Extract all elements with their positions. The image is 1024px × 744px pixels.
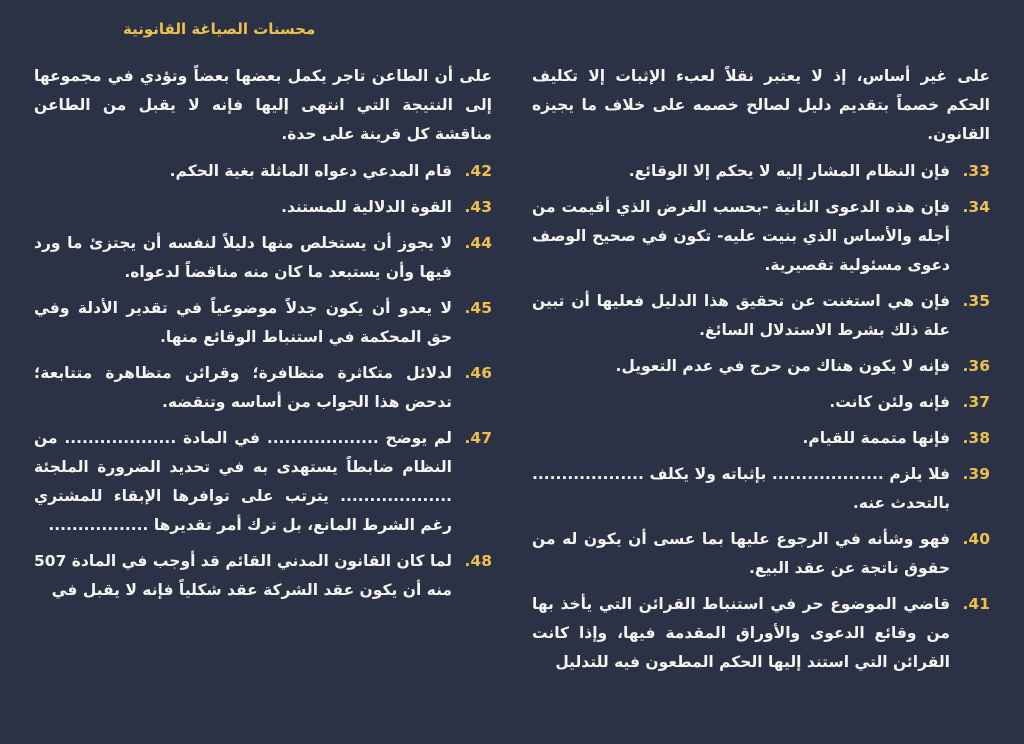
item-number: 46.: [464, 364, 492, 382]
two-column-layout: [34, 62, 990, 684]
list-item: [532, 460, 990, 518]
list-item: [532, 388, 990, 417]
item-text: لدلائل متكاثرة متظافرة؛ وقرائن متظاهرة متتابعة؛ تدحض هذا الجواب من أساسه وتنقضه.: [34, 364, 452, 411]
list-item: [34, 157, 492, 186]
item-number: 48.: [464, 552, 492, 570]
list-item: [34, 294, 492, 352]
item-text: فإنه ولئن كانت.: [829, 393, 950, 411]
item-text: فإن هذه الدعوى الثانية -بحسب الغرض الذي أقيمت من أجله والأساس الذي بنيت عليه- تكون في صحيح الوصف دعوى مسئولية تقصيرية.: [532, 198, 950, 274]
item-number: 45.: [464, 299, 492, 317]
item-number: 39.: [962, 465, 990, 483]
item-text: لم يوضح ................... في المادة ................... من النظام ضابطاً يستهدى به في تحديد الضرورة الملجئة ................... يترتب على توافرها الإبقاء للمشتري رغم الشرط المانع، بل ترك أمر تقديرها .................: [34, 429, 452, 534]
item-number: 34.: [962, 198, 990, 216]
list-item: [34, 229, 492, 287]
item-text: فإن هي استغنت عن تحقيق هذا الدليل فعليها أن تبين علة ذلك بشرط الاستدلال السائغ.: [532, 292, 950, 339]
item-number: 43.: [464, 198, 492, 216]
list-item: [532, 525, 990, 583]
item-text: لا يجوز أن يستخلص منها دليلاً لنفسه أن يجتزئ ما ورد فيها وأن يستبعد ما كان منه مناقضاً لدعواه.: [34, 234, 452, 281]
item-number: 36.: [962, 357, 990, 375]
list-item: [34, 193, 492, 222]
item-text: فإنها متممة للقيام.: [802, 429, 950, 447]
item-number: 40.: [962, 530, 990, 548]
item-text: لا يعدو أن يكون جدلاً موضوعياً في تقدير الأدلة وفي حق المحكمة في استنباط الوقائع منها.: [34, 299, 452, 346]
intro-paragraph: على أن الطاعن تاجر يكمل بعضها بعضاً وتؤدي في مجموعها إلى النتيجة التي انتهى إليها فإنه لا يقبل من الطاعن مناقشة كل قرينة على حدة.: [34, 67, 492, 143]
item-text: فإنه لا يكون هناك من حرج في عدم التعويل.: [615, 357, 950, 375]
list-item: [532, 352, 990, 381]
list-item: [532, 424, 990, 453]
item-text: قام المدعي دعواه الماثلة بغية الحكم.: [169, 162, 452, 180]
item-number: 33.: [962, 162, 990, 180]
list-item: [532, 193, 990, 280]
item-number: 44.: [464, 234, 492, 252]
page-title: محسنات الصياغة القانونية: [123, 20, 316, 38]
list-item: [34, 359, 492, 417]
item-text: لما كان القانون المدني القائم قد أوجب في المادة 507 منه أن يكون عقد الشركة عقد شكلياً فإنه لا يقبل في: [34, 552, 452, 599]
item-number: 35.: [962, 292, 990, 310]
item-number: 47.: [464, 429, 492, 447]
item-text: القوة الدلالية للمستند.: [281, 198, 452, 216]
intro-paragraph: على غير أساس، إذ لا يعتبر نقلاً لعبء الإثبات إلا تكليف الحكم خصماً بتقديم دليل لصالح خصمه على خلاف ما يجيزه القانون.: [532, 67, 990, 143]
item-number: 42.: [464, 162, 492, 180]
list-item: [532, 590, 990, 677]
item-number: 37.: [962, 393, 990, 411]
list-item: [532, 157, 990, 186]
item-number: 38.: [962, 429, 990, 447]
list-item: [532, 287, 990, 345]
list-item: [34, 547, 492, 605]
column-left: [34, 62, 492, 684]
item-number: 41.: [962, 595, 990, 613]
list-item: [34, 424, 492, 540]
column-right: [532, 62, 990, 684]
item-text: فإن النظام المشار إليه لا يحكم إلا الوقائع.: [628, 162, 950, 180]
item-text: فلا يلزم ................... بإثباته ولا يكلف ................... بالتحدث عنه.: [532, 465, 950, 512]
item-text: فهو وشأنه في الرجوع عليها بما عسى أن يكون له من حقوق ناتجة عن عقد البيع.: [532, 530, 950, 577]
item-text: قاضي الموضوع حر في استنباط القرائن التي يأخذ بها من وقائع الدعوى والأوراق المقدمة فيها، وإذا كانت القرائن التي استند إليها الحكم المطعون فيه للتدليل: [532, 595, 950, 671]
